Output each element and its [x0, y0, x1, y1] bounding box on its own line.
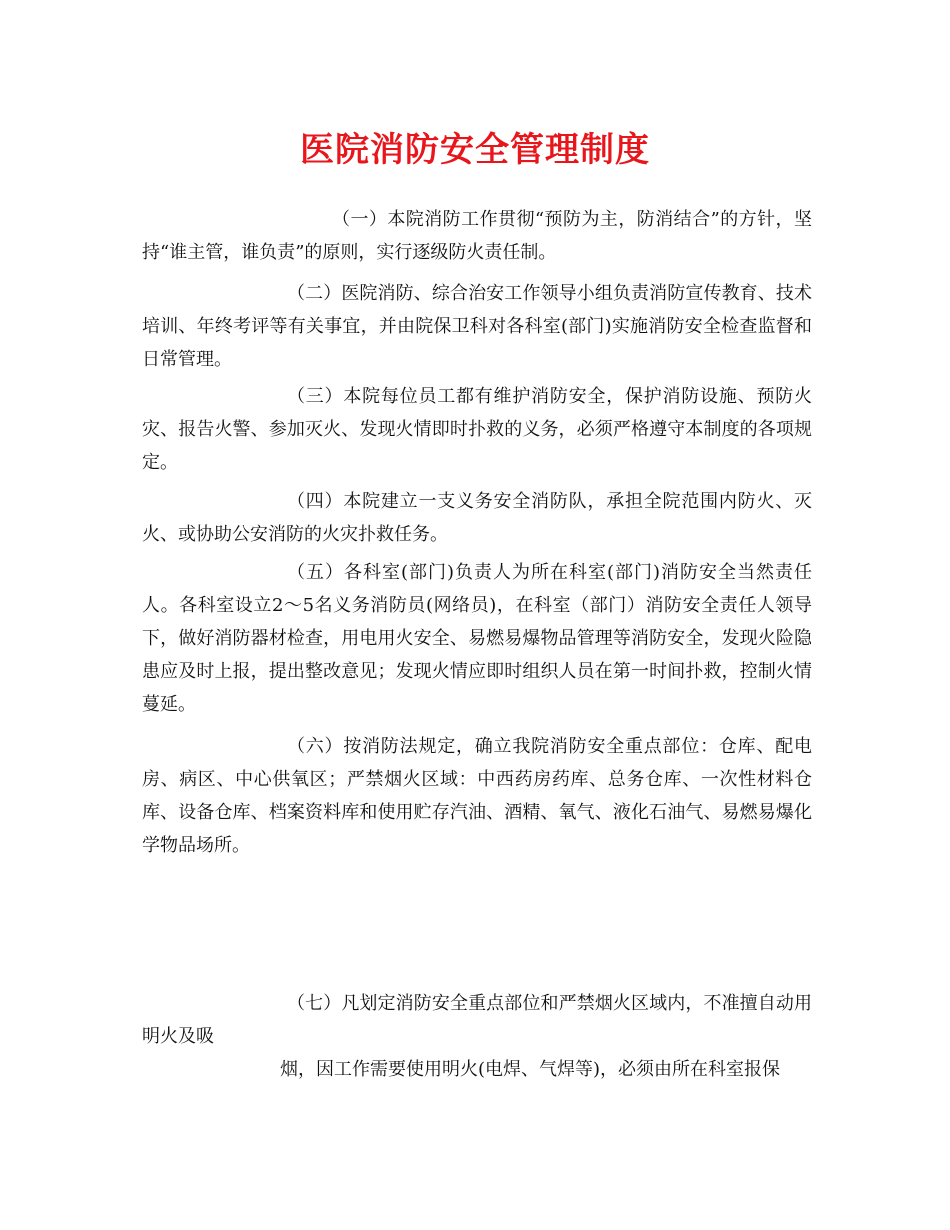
paragraph-5: （五）各科室(部门)负责人为所在科室(部门)消防安全当然责任人。各科室设立2～5名义务消防员(网络员)，在科室（部门）消防安全责任人领导下，做好消防器材检查，用电用火安全、易燃易爆物品管理等消防安全，发现火险隐患应及时上报，提出整改意见；发现火情应即时组织人员在第一时间扑救，控制火情蔓延。: [142, 562, 812, 715]
paragraph-7: （七）凡划定消防安全重点部位和严禁烟火区域内，不准擅自动用明火及吸: [142, 993, 812, 1047]
paragraph-1: （一）本院消防工作贯彻“预防为主，防消结合”的方针，坚持“谁主管，谁负责”的原则，实行逐级防火责任制。: [142, 209, 812, 263]
paragraph-3: （三）本院每位员工都有维护消防安全，保护消防设施、预防火灾、报告火警、参加灭火、发现火情即时扑救的义务，必须严格遵守本制度的各项规定。: [142, 386, 812, 473]
document-title: 医院消防安全管理制度: [300, 130, 650, 170]
paragraph-6: （六）按消防法规定，确立我院消防安全重点部位：仓库、配电房、病区、中心供氧区；严禁烟火区域：中西药房药库、总务仓库、一次性材料仓库、设备仓库、档案资料库和使用贮存汽油、酒精、氧气、液化石油气、易燃易爆化学物品场所。: [142, 736, 812, 856]
paragraph-2: （二）医院消防、综合治安工作领导小组负责消防宣传教育、技术培训、年终考评等有关事宜，并由院保卫科对各科室(部门)实施消防安全检查监督和日常管理。: [142, 283, 812, 370]
paragraph-4: （四）本院建立一支义务安全消防队，承担全院范围内防火、灭火、或协助公安消防的火灾扑救任务。: [142, 491, 812, 545]
paragraph-7-continued: 烟，因工作需要使用明火(电焊、气焊等)，必须由所在科室报保: [280, 1059, 781, 1080]
